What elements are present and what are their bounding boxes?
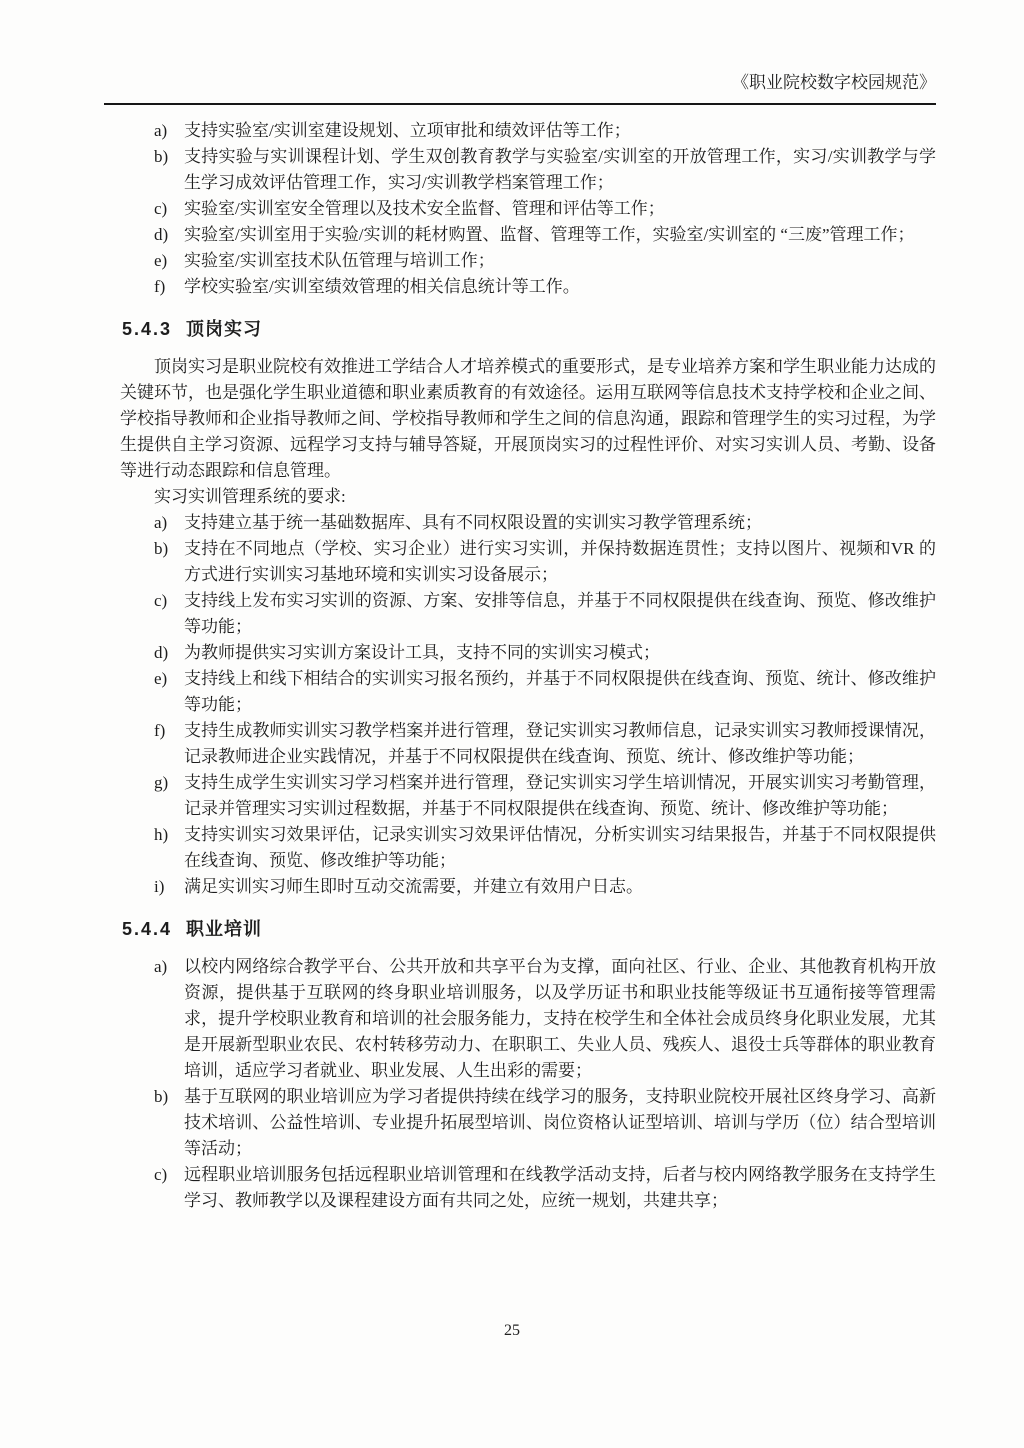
list-item bbox=[120, 248, 936, 274]
list-item-text: 支持生成教师实训实习教学档案并进行管理，登记实训实习教师信息，记录实训实习教师授课情况，记录教师进企业实践情况，并基于不同权限提供在线查询、预览、统计、修改维护等功能； bbox=[184, 721, 936, 766]
list-item-text: 支持实验与实训课程计划、学生双创教育教学与实验室/实训室的开放管理工作，实习/实训教学与学生学习成效评估管理工作，实习/实训教学档案管理工作； bbox=[184, 147, 936, 192]
list-item-text: 实验室/实训室安全管理以及技术安全监督、管理和评估等工作； bbox=[184, 199, 665, 218]
list-item-label: c) bbox=[154, 591, 168, 610]
list-item bbox=[120, 718, 936, 770]
section-number: 5.4.4 bbox=[122, 919, 173, 939]
list-item-label: a) bbox=[154, 121, 168, 140]
list-item-label: a) bbox=[154, 513, 168, 532]
page-number: 25 bbox=[504, 1322, 520, 1339]
list-item-text: 满足实训实习师生即时互动交流需要，并建立有效用户日志。 bbox=[184, 877, 643, 896]
list-item bbox=[120, 770, 936, 822]
training-list bbox=[120, 954, 936, 1214]
list-item-text: 支持线上发布实习实训的资源、方案、安排等信息，并基于不同权限提供在线查询、预览、修改维护等功能； bbox=[184, 591, 936, 636]
list-item-label: i) bbox=[154, 877, 165, 896]
page-content bbox=[120, 118, 936, 1214]
section-title: 顶岗实习 bbox=[186, 319, 263, 339]
section-heading-544 bbox=[122, 916, 936, 942]
list-item bbox=[120, 874, 936, 900]
list-item-text: 为教师提供实习实训方案设计工具，支持不同的实训实习模式； bbox=[184, 643, 660, 662]
list-item-text: 支持建立基于统一基础数据库、具有不同权限设置的实训实习教学管理系统； bbox=[184, 513, 762, 532]
list-item-text: 以校内网络综合教学平台、公共开放和共享平台为支撑，面向社区、行业、企业、其他教育机构开放资源，提供基于互联网的终身职业培训服务，以及学历证书和职业技能等级证书互通衔接等管理需求，提升学校职业教育和培训的社会服务能力，支持在校学生和全体社会成员终身化职业发展，尤其是开展新型职业农民、农村转移劳动力、在职职工、失业人员、残疾人、退役士兵等群体的职业教育培训，适应学习者就业、职业发展、人生出彩的需要； bbox=[184, 957, 936, 1080]
list-item bbox=[120, 954, 936, 1084]
list-item bbox=[120, 1162, 936, 1214]
list-item-text: 支持线上和线下相结合的实训实习报名预约，并基于不同权限提供在线查询、预览、统计、修改维护等功能； bbox=[184, 669, 936, 714]
list-item-text: 基于互联网的职业培训应为学习者提供持续在线学习的服务，支持职业院校开展社区终身学习、高新技术培训、公益性培训、专业提升拓展型培训、岗位资格认证型培训、培训与学历（位）结合型培训等活动； bbox=[184, 1087, 936, 1158]
list-item bbox=[120, 666, 936, 718]
list-item-text: 支持实验室/实训室建设规划、立项审批和绩效评估等工作； bbox=[184, 121, 631, 140]
page-header bbox=[104, 72, 936, 105]
list-item bbox=[120, 588, 936, 640]
requirements-list bbox=[120, 510, 936, 900]
list-item-text: 实验室/实训室技术队伍管理与培训工作； bbox=[184, 251, 495, 270]
list-item-label: g) bbox=[154, 773, 169, 792]
section-heading-543 bbox=[122, 316, 936, 342]
list-item-label: b) bbox=[154, 1087, 169, 1106]
list-item-text: 支持实训实习效果评估，记录实训实习效果评估情况，分析实训实习结果报告，并基于不同权限提供在线查询、预览、修改维护等功能； bbox=[184, 825, 936, 870]
list-item bbox=[120, 222, 936, 248]
list-item bbox=[120, 536, 936, 588]
list-item bbox=[120, 196, 936, 222]
list-item bbox=[120, 822, 936, 874]
list-item bbox=[120, 274, 936, 300]
list-item-text: 远程职业培训服务包括远程职业培训管理和在线教学活动支持，后者与校内网络教学服务在支持学生学习、教师教学以及课程建设方面有共同之处，应统一规划，共建共享； bbox=[184, 1165, 936, 1210]
list-item-text: 实验室/实训室用于实验/实训的耗材购置、监督、管理等工作，实验室/实训室的 “三废”管理工作； bbox=[184, 225, 915, 244]
list-item-label: f) bbox=[154, 277, 166, 296]
list-item-text: 支持在不同地点（学校、实习企业）进行实习实训，并保持数据连贯性；支持以图片、视频和VR 的方式进行实训实习基地环境和实训实习设备展示； bbox=[184, 539, 936, 584]
section-title: 职业培训 bbox=[186, 919, 263, 939]
list-item bbox=[120, 640, 936, 666]
list-item-text: 学校实验室/实训室绩效管理的相关信息统计等工作。 bbox=[184, 277, 580, 296]
list-item bbox=[120, 144, 936, 196]
list-item-label: f) bbox=[154, 721, 166, 740]
list-item-label: c) bbox=[154, 1165, 168, 1184]
list-item bbox=[120, 118, 936, 144]
list-item-label: c) bbox=[154, 199, 168, 218]
list-item bbox=[120, 1084, 936, 1162]
section-543-paragraph: 顶岗实习是职业院校有效推进工学结合人才培养模式的重要形式，是专业培养方案和学生职业能力达成的关键环节，也是强化学生职业道德和职业素质教育的有效途径。运用互联网等信息技术支持学校和企业之间、学校指导教师和企业指导教师之间、学校指导教师和学生之间的信息沟通，跟踪和管理学生的实习过程，为学生提供自主学习资源、远程学习支持与辅导答疑，开展顶岗实习的过程性评价、对实习实训人员、考勤、设备等进行动态跟踪和信息管理。 bbox=[120, 357, 936, 480]
list-item bbox=[120, 510, 936, 536]
list-item-text: 支持生成学生实训实习学习档案并进行管理，登记实训实习学生培训情况，开展实训实习考勤管理，记录并管理实习实训过程数据，并基于不同权限提供在线查询、预览、统计、修改维护等功能； bbox=[184, 773, 936, 818]
list-item-label: e) bbox=[154, 251, 168, 270]
section-number: 5.4.3 bbox=[122, 319, 173, 339]
list-item-label: a) bbox=[154, 957, 168, 976]
list-item-label: b) bbox=[154, 147, 169, 166]
list-item-label: b) bbox=[154, 539, 169, 558]
intro-list bbox=[120, 118, 936, 300]
header-title: 《职业院校数字校园规范》 bbox=[732, 73, 936, 92]
list-item-label: d) bbox=[154, 225, 169, 244]
list-item-label: d) bbox=[154, 643, 169, 662]
list-item-label: e) bbox=[154, 669, 168, 688]
list-item-label: h) bbox=[154, 825, 169, 844]
section-543-lead-in: 实习实训管理系统的要求: bbox=[154, 487, 346, 506]
